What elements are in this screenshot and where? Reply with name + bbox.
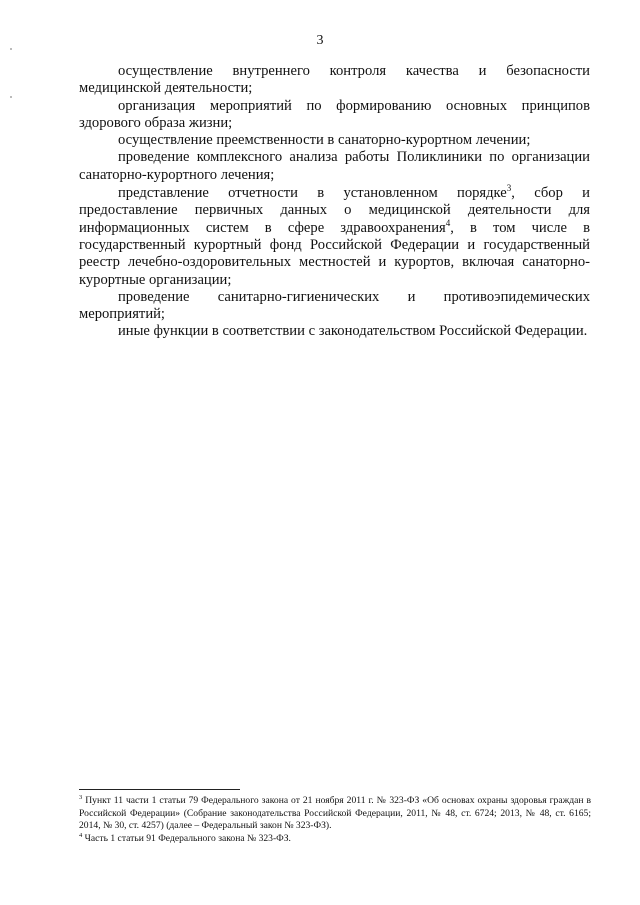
scan-artifact xyxy=(10,96,12,98)
list-item: осуществление преемственности в санаторно-курортном лечении; xyxy=(118,132,531,149)
list-item: организация мероприятий по формированию основных принципов здорового образа жизни; xyxy=(79,97,590,131)
footnote-mark: 3 xyxy=(79,793,83,801)
page-number: 3 xyxy=(316,33,324,48)
footnote xyxy=(79,833,591,846)
list-item xyxy=(79,185,590,289)
footnote-text: Часть 1 статьи 91 Федерального закона № 323-ФЗ. xyxy=(82,832,291,844)
footnote-ref[interactable]: 3 xyxy=(506,183,512,194)
list-item: проведение санитарно-гигиенических и противоэпидемических мероприятий; xyxy=(79,288,590,323)
footnote-mark: 4 xyxy=(79,831,83,839)
footnotes xyxy=(79,795,591,845)
list-item-text: , сбор и предоставление первичных данных о медицинской деятельности для информационных систем в сфере здравоохранения xyxy=(79,185,590,236)
list-item: осуществление внутреннего контроля качества и безопасности медицинской деятельности; xyxy=(79,63,590,97)
footnote-ref[interactable]: 4 xyxy=(445,217,451,228)
list-item: иные функции в соответствии с законодательством Российской Федерации. xyxy=(118,323,588,340)
list-item: проведение комплексного анализа работы Поликлиники по организации санаторно-курортного лечения; xyxy=(79,149,590,183)
footnote-divider xyxy=(79,789,240,790)
list-item-text: представление отчетности в установленном порядке xyxy=(118,185,507,202)
list-item-text: , в том числе в государственный курортный фонд Российской Федерации и государственный реестр лечебно-оздоровительных местностей и курортов, включая санаторно-курортные организации; xyxy=(79,219,590,288)
footnote xyxy=(79,795,591,833)
footnote-text: Пункт 11 части 1 статьи 79 Федерального закона от 21 ноября 2011 г. № 323-ФЗ «Об основах охраны здоровья граждан в Российской Федерации» (Собрание законодательства Российской Федерации, 2011, № 48, ст. 6724; 2013, № 48, ст. 6165; 2014, № 30, ст. 4257) (далее – Федеральный закон № 323-ФЗ). xyxy=(79,795,591,832)
body-text xyxy=(79,63,590,341)
